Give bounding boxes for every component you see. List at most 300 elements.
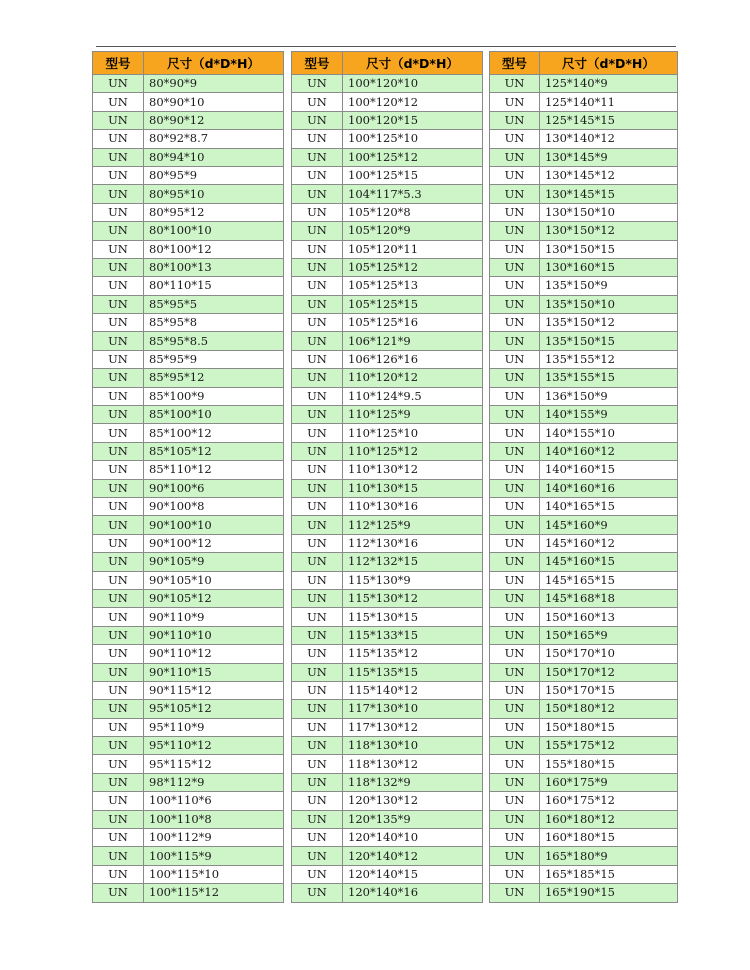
table-row — [490, 240, 678, 258]
size-cell: 100*120*15 — [343, 111, 483, 129]
model-cell: UN — [93, 314, 144, 332]
model-cell: UN — [93, 534, 144, 552]
table-row — [490, 369, 678, 387]
model-cell: UN — [93, 111, 144, 129]
model-cell: UN — [292, 332, 343, 350]
size-cell: 150*165*9 — [539, 626, 677, 644]
model-cell: UN — [292, 663, 343, 681]
model-cell: UN — [490, 148, 540, 166]
size-cell: 110*125*12 — [343, 442, 483, 460]
spec-table-3 — [489, 51, 678, 903]
table-row — [93, 626, 284, 644]
table-row — [93, 222, 284, 240]
model-cell: UN — [93, 277, 144, 295]
size-cell: 90*110*12 — [144, 645, 284, 663]
table-row — [93, 865, 284, 883]
table-row — [292, 829, 483, 847]
model-cell: UN — [93, 442, 144, 460]
model-cell: UN — [292, 700, 343, 718]
table-row — [490, 534, 678, 552]
size-cell: 80*100*13 — [144, 258, 284, 276]
model-cell: UN — [93, 718, 144, 736]
model-cell: UN — [490, 865, 540, 883]
model-cell: UN — [292, 497, 343, 515]
table-row — [490, 166, 678, 184]
top-rule — [96, 46, 676, 47]
model-header: 型号 — [93, 52, 144, 75]
table-row — [292, 130, 483, 148]
model-cell: UN — [490, 645, 540, 663]
size-cell: 110*125*10 — [343, 424, 483, 442]
model-cell: UN — [292, 829, 343, 847]
size-cell: 115*140*12 — [343, 681, 483, 699]
size-cell: 90*100*10 — [144, 516, 284, 534]
model-cell: UN — [490, 314, 540, 332]
size-cell: 140*160*16 — [539, 479, 677, 497]
model-cell: UN — [490, 681, 540, 699]
size-cell: 85*95*8.5 — [144, 332, 284, 350]
size-cell: 135*150*10 — [539, 295, 677, 313]
size-cell: 155*175*12 — [539, 737, 677, 755]
size-cell: 85*95*8 — [144, 314, 284, 332]
size-cell: 115*130*15 — [343, 608, 483, 626]
model-cell: UN — [93, 75, 144, 93]
model-cell: UN — [490, 608, 540, 626]
table-row — [292, 553, 483, 571]
table-row — [490, 75, 678, 93]
size-cell: 80*100*10 — [144, 222, 284, 240]
size-cell: 140*155*10 — [539, 424, 677, 442]
size-cell: 105*120*11 — [343, 240, 483, 258]
size-cell: 140*165*15 — [539, 497, 677, 515]
table-row — [292, 185, 483, 203]
size-cell: 85*95*5 — [144, 295, 284, 313]
table-row — [490, 737, 678, 755]
size-cell: 136*150*9 — [539, 387, 677, 405]
size-cell: 100*125*12 — [343, 148, 483, 166]
model-cell: UN — [490, 369, 540, 387]
table-row — [93, 497, 284, 515]
model-cell: UN — [292, 516, 343, 534]
size-cell: 120*135*9 — [343, 810, 483, 828]
size-cell: 135*155*12 — [539, 350, 677, 368]
size-cell: 90*110*15 — [144, 663, 284, 681]
table-row — [490, 608, 678, 626]
model-cell: UN — [93, 865, 144, 883]
size-cell: 160*175*12 — [539, 792, 677, 810]
table-row — [292, 571, 483, 589]
model-cell: UN — [292, 387, 343, 405]
table-row — [93, 93, 284, 111]
size-cell: 118*130*10 — [343, 737, 483, 755]
spec-table-2 — [291, 51, 483, 903]
size-cell: 80*94*10 — [144, 148, 284, 166]
size-cell: 125*145*15 — [539, 111, 677, 129]
model-cell: UN — [292, 369, 343, 387]
model-cell: UN — [490, 442, 540, 460]
table-row — [490, 479, 678, 497]
table-row — [490, 350, 678, 368]
size-cell: 130*150*15 — [539, 240, 677, 258]
model-cell: UN — [93, 847, 144, 865]
table-row — [93, 185, 284, 203]
table-row — [490, 203, 678, 221]
size-cell: 105*120*9 — [343, 222, 483, 240]
size-cell: 130*150*12 — [539, 222, 677, 240]
table-row — [490, 314, 678, 332]
model-cell: UN — [292, 773, 343, 791]
table-row — [93, 847, 284, 865]
size-cell: 90*100*12 — [144, 534, 284, 552]
table-row — [93, 663, 284, 681]
table-row — [292, 387, 483, 405]
table-row — [292, 479, 483, 497]
model-cell: UN — [93, 130, 144, 148]
size-cell: 112*130*16 — [343, 534, 483, 552]
table-row — [490, 130, 678, 148]
size-cell: 90*100*8 — [144, 497, 284, 515]
model-cell: UN — [93, 626, 144, 644]
model-cell: UN — [490, 461, 540, 479]
size-cell: 80*90*10 — [144, 93, 284, 111]
size-cell: 110*130*16 — [343, 497, 483, 515]
size-cell: 110*120*12 — [343, 369, 483, 387]
model-cell: UN — [490, 295, 540, 313]
size-cell: 90*110*10 — [144, 626, 284, 644]
table-row — [292, 773, 483, 791]
table-row — [490, 589, 678, 607]
size-cell: 160*175*9 — [539, 773, 677, 791]
model-cell: UN — [93, 222, 144, 240]
table-row — [490, 718, 678, 736]
spec-sheet — [92, 51, 678, 911]
table-row — [93, 461, 284, 479]
table-row — [292, 314, 483, 332]
model-cell: UN — [93, 553, 144, 571]
model-cell: UN — [292, 810, 343, 828]
model-cell: UN — [93, 203, 144, 221]
size-cell: 85*95*9 — [144, 350, 284, 368]
model-cell: UN — [93, 792, 144, 810]
size-cell: 85*100*10 — [144, 406, 284, 424]
table-row — [490, 461, 678, 479]
model-cell: UN — [292, 755, 343, 773]
size-cell: 135*150*9 — [539, 277, 677, 295]
size-cell: 100*115*10 — [144, 865, 284, 883]
model-cell: UN — [490, 755, 540, 773]
size-cell: 106*121*9 — [343, 332, 483, 350]
size-cell: 130*160*15 — [539, 258, 677, 276]
table-row — [292, 589, 483, 607]
table-row — [490, 111, 678, 129]
table-row — [292, 497, 483, 515]
size-cell: 155*180*15 — [539, 755, 677, 773]
model-cell: UN — [490, 700, 540, 718]
table-row — [93, 314, 284, 332]
size-cell: 120*130*12 — [343, 792, 483, 810]
size-cell: 130*140*12 — [539, 130, 677, 148]
size-cell: 165*180*9 — [539, 847, 677, 865]
model-cell: UN — [490, 773, 540, 791]
table-row — [93, 884, 284, 902]
model-cell: UN — [93, 166, 144, 184]
size-cell: 100*110*6 — [144, 792, 284, 810]
size-cell: 80*90*12 — [144, 111, 284, 129]
table-row — [490, 258, 678, 276]
size-cell: 115*133*15 — [343, 626, 483, 644]
table-row — [490, 884, 678, 902]
size-cell: 100*125*10 — [343, 130, 483, 148]
model-cell: UN — [93, 258, 144, 276]
size-cell: 145*160*12 — [539, 534, 677, 552]
table-row — [292, 240, 483, 258]
table-row — [93, 589, 284, 607]
table-row — [93, 792, 284, 810]
size-cell: 118*132*9 — [343, 773, 483, 791]
table-row — [292, 295, 483, 313]
table-row — [93, 645, 284, 663]
size-cell: 130*150*10 — [539, 203, 677, 221]
table-row — [93, 130, 284, 148]
size-cell: 140*160*15 — [539, 461, 677, 479]
size-cell: 135*150*12 — [539, 314, 677, 332]
table-row — [292, 645, 483, 663]
table-row — [490, 424, 678, 442]
model-cell: UN — [93, 185, 144, 203]
model-cell: UN — [292, 737, 343, 755]
table-row — [292, 865, 483, 883]
table-row — [93, 534, 284, 552]
model-cell: UN — [490, 479, 540, 497]
table-row — [292, 626, 483, 644]
size-cell: 90*110*9 — [144, 608, 284, 626]
model-cell: UN — [93, 240, 144, 258]
size-cell: 100*125*15 — [343, 166, 483, 184]
size-cell: 95*115*12 — [144, 755, 284, 773]
model-cell: UN — [292, 461, 343, 479]
table-row — [292, 442, 483, 460]
model-cell: UN — [93, 571, 144, 589]
table-row — [93, 111, 284, 129]
model-cell: UN — [292, 571, 343, 589]
model-cell: UN — [292, 681, 343, 699]
table-row — [93, 203, 284, 221]
size-cell: 150*170*12 — [539, 663, 677, 681]
size-cell: 105*125*15 — [343, 295, 483, 313]
table-row — [93, 608, 284, 626]
size-cell: 85*95*12 — [144, 369, 284, 387]
table-row — [292, 148, 483, 166]
size-cell: 105*125*16 — [343, 314, 483, 332]
model-cell: UN — [93, 737, 144, 755]
table-row — [292, 166, 483, 184]
model-cell: UN — [292, 130, 343, 148]
size-cell: 140*155*9 — [539, 406, 677, 424]
size-cell: 145*160*9 — [539, 516, 677, 534]
model-cell: UN — [490, 810, 540, 828]
size-cell: 80*100*12 — [144, 240, 284, 258]
model-cell: UN — [490, 737, 540, 755]
table-row — [490, 222, 678, 240]
size-cell: 115*130*9 — [343, 571, 483, 589]
size-cell: 80*95*12 — [144, 203, 284, 221]
table-row — [93, 700, 284, 718]
size-cell: 140*160*12 — [539, 442, 677, 460]
table-row — [93, 516, 284, 534]
size-cell: 120*140*16 — [343, 884, 483, 902]
size-cell: 80*90*9 — [144, 75, 284, 93]
model-cell: UN — [490, 166, 540, 184]
model-cell: UN — [93, 332, 144, 350]
model-cell: UN — [93, 516, 144, 534]
model-cell: UN — [490, 406, 540, 424]
table-row — [490, 93, 678, 111]
table-row — [93, 387, 284, 405]
size-cell: 150*180*15 — [539, 718, 677, 736]
header-row — [292, 52, 483, 75]
model-cell: UN — [292, 792, 343, 810]
table-row — [292, 424, 483, 442]
table-row — [93, 571, 284, 589]
table-row — [93, 829, 284, 847]
table-row — [292, 75, 483, 93]
model-cell: UN — [292, 626, 343, 644]
size-cell: 130*145*15 — [539, 185, 677, 203]
table-row — [490, 792, 678, 810]
table-row — [93, 350, 284, 368]
header-row — [490, 52, 678, 75]
size-cell: 165*190*15 — [539, 884, 677, 902]
table-row — [490, 865, 678, 883]
size-cell: 115*130*12 — [343, 589, 483, 607]
table-row — [93, 442, 284, 460]
size-cell: 85*110*12 — [144, 461, 284, 479]
model-header: 型号 — [292, 52, 343, 75]
model-cell: UN — [93, 663, 144, 681]
size-cell: 95*110*12 — [144, 737, 284, 755]
model-cell: UN — [292, 166, 343, 184]
table-row — [292, 332, 483, 350]
table-row — [292, 369, 483, 387]
model-cell: UN — [292, 534, 343, 552]
size-cell: 90*105*9 — [144, 553, 284, 571]
model-cell: UN — [490, 663, 540, 681]
table-row — [490, 553, 678, 571]
size-cell: 165*185*15 — [539, 865, 677, 883]
table-row — [490, 645, 678, 663]
model-cell: UN — [292, 185, 343, 203]
table-row — [490, 148, 678, 166]
table-row — [490, 663, 678, 681]
model-cell: UN — [93, 424, 144, 442]
size-cell: 110*125*9 — [343, 406, 483, 424]
table-row — [93, 332, 284, 350]
size-cell: 150*170*15 — [539, 681, 677, 699]
size-cell: 100*115*12 — [144, 884, 284, 902]
table-row — [292, 258, 483, 276]
size-cell: 130*145*9 — [539, 148, 677, 166]
model-cell: UN — [490, 332, 540, 350]
size-cell: 118*130*12 — [343, 755, 483, 773]
table-row — [93, 166, 284, 184]
size-cell: 120*140*12 — [343, 847, 483, 865]
model-cell: UN — [93, 497, 144, 515]
model-cell: UN — [490, 387, 540, 405]
size-cell: 145*165*15 — [539, 571, 677, 589]
size-cell: 117*130*10 — [343, 700, 483, 718]
size-cell: 112*132*15 — [343, 553, 483, 571]
model-cell: UN — [292, 718, 343, 736]
size-cell: 110*130*12 — [343, 461, 483, 479]
size-cell: 105*120*8 — [343, 203, 483, 221]
model-cell: UN — [93, 369, 144, 387]
model-cell: UN — [292, 589, 343, 607]
size-cell: 85*100*9 — [144, 387, 284, 405]
size-cell: 104*117*5.3 — [343, 185, 483, 203]
table-row — [93, 148, 284, 166]
model-cell: UN — [490, 497, 540, 515]
table-row — [292, 681, 483, 699]
table-row — [292, 516, 483, 534]
table-row — [292, 737, 483, 755]
model-cell: UN — [93, 608, 144, 626]
table-row — [490, 773, 678, 791]
model-cell: UN — [292, 111, 343, 129]
table-row — [292, 755, 483, 773]
table-row — [93, 737, 284, 755]
model-cell: UN — [490, 553, 540, 571]
model-cell: UN — [292, 93, 343, 111]
table-row — [93, 755, 284, 773]
size-cell: 105*125*13 — [343, 277, 483, 295]
table-row — [292, 406, 483, 424]
size-cell: 145*160*15 — [539, 553, 677, 571]
size-cell: 115*135*12 — [343, 645, 483, 663]
size-cell: 110*124*9.5 — [343, 387, 483, 405]
model-cell: UN — [490, 424, 540, 442]
table-row — [93, 258, 284, 276]
table-row — [93, 75, 284, 93]
size-cell: 105*125*12 — [343, 258, 483, 276]
model-cell: UN — [292, 203, 343, 221]
table-row — [93, 553, 284, 571]
model-cell: UN — [93, 93, 144, 111]
size-cell: 80*95*9 — [144, 166, 284, 184]
table-row — [93, 479, 284, 497]
size-header: 尺寸（d*D*H） — [144, 52, 284, 75]
model-cell: UN — [93, 589, 144, 607]
table-row — [490, 442, 678, 460]
model-cell: UN — [490, 589, 540, 607]
model-cell: UN — [292, 553, 343, 571]
table-row — [490, 185, 678, 203]
table-row — [292, 277, 483, 295]
table-row — [490, 829, 678, 847]
model-cell: UN — [292, 442, 343, 460]
table-row — [292, 847, 483, 865]
model-cell: UN — [292, 645, 343, 663]
size-cell: 100*120*12 — [343, 93, 483, 111]
size-cell: 145*168*18 — [539, 589, 677, 607]
size-cell: 80*110*15 — [144, 277, 284, 295]
size-cell: 90*105*10 — [144, 571, 284, 589]
model-cell: UN — [490, 718, 540, 736]
model-cell: UN — [292, 479, 343, 497]
model-cell: UN — [93, 479, 144, 497]
model-cell: UN — [93, 645, 144, 663]
model-cell: UN — [292, 240, 343, 258]
size-cell: 150*180*12 — [539, 700, 677, 718]
